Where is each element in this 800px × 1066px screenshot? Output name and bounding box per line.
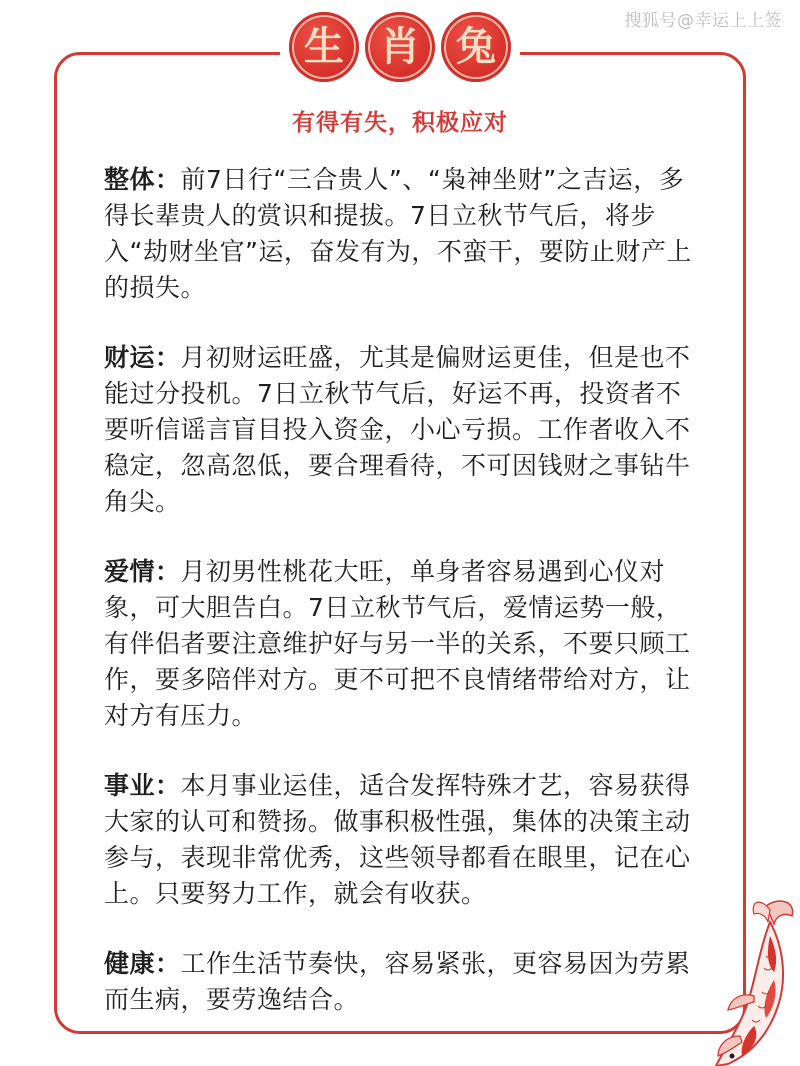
section-wealth xyxy=(104,340,694,520)
section-label: 健康： xyxy=(104,949,181,978)
title-seal-3: 兔 xyxy=(441,12,511,82)
section-text: 工作生活节奏快，容易紧张，更容易因为劳累而生病，要劳逸结合。 xyxy=(104,949,691,1014)
section-text: 前7日行“三合贵人”、“枭神坐财”之吉运，多得长辈贵人的赏识和提拔。7日立秋节气后，将步入“劫财坐官”运，奋发有为，不蛮干，要防止财产上的损失。 xyxy=(104,165,692,302)
title-seal-2: 肖 xyxy=(365,12,435,82)
section-text: 本月事业运佳，适合发挥特殊才艺，容易获得大家的认可和赞扬。做事积极性强，集体的决策主动参与，表现非常优秀，这些领导都看在眼里，记在心上。只要努力工作，就会有收获。 xyxy=(104,771,691,908)
section-health xyxy=(104,946,694,1018)
section-text: 月初财运旺盛，尤其是偏财运更佳，但是也不能过分投机。7日立秋节气后，好运不再，投资者不要听信谣言盲目投入资金，小心亏损。工作者收入不稳定，忽高忽低，要合理看待，不可因钱财之事钻牛角尖。 xyxy=(104,343,691,516)
section-love xyxy=(104,554,694,734)
section-label: 财运： xyxy=(104,343,181,372)
fortune-content xyxy=(104,162,694,1052)
watermark: 搜狐号@幸运上上签 xyxy=(624,11,782,31)
section-overall xyxy=(104,162,694,306)
section-text: 月初男性桃花大旺，单身者容易遇到心仪对象，可大胆告白。7日立秋节气后，爱情运势一般，有伴侣者要注意维护好与另一半的关系，不要只顾工作，要多陪伴对方。更不可把不良情绪带给对方，让对方有压力。 xyxy=(104,557,691,730)
section-career xyxy=(104,768,694,912)
title-seals xyxy=(280,8,520,86)
title-seal-1: 生 xyxy=(289,12,359,82)
subtitle: 有得有失，积极应对 xyxy=(292,110,508,136)
section-label: 爱情： xyxy=(104,557,181,586)
section-label: 事业： xyxy=(104,771,181,800)
koi-fish-icon xyxy=(670,896,800,1066)
section-label: 整体： xyxy=(104,165,181,194)
